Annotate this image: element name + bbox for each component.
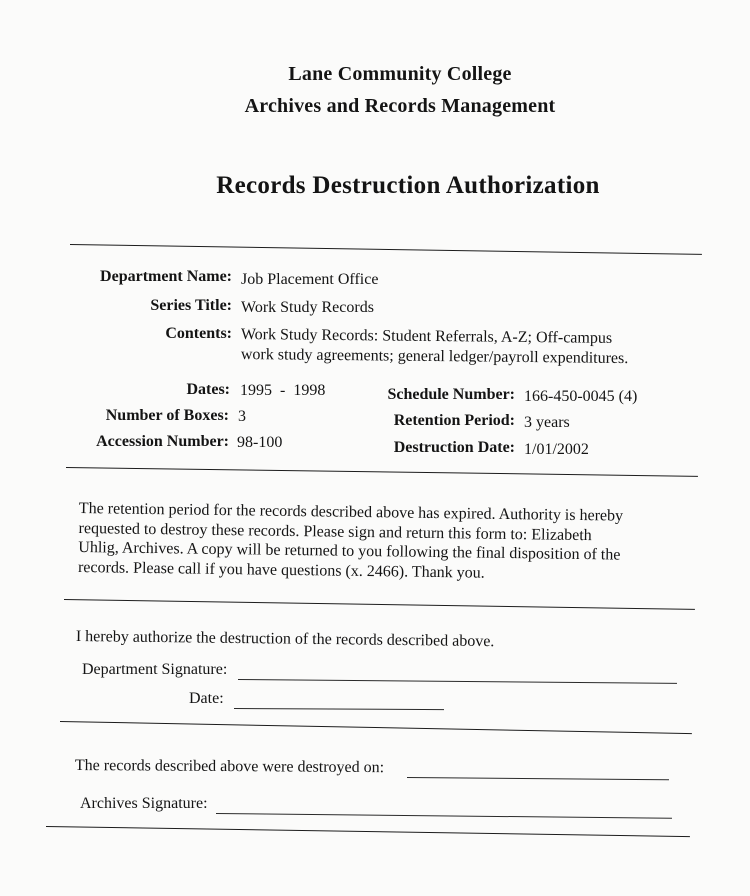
contents-value-line2: work study agreements; general ledger/payroll expenditures. [240, 346, 629, 368]
destruction-date-label: Destruction Date: [393, 439, 515, 456]
notice-line-1: The retention period for the records described above has expired. Authority is hereby [78, 499, 624, 525]
dates-label: Dates: [186, 381, 230, 398]
dates-value: 1995 - 1998 [240, 382, 326, 399]
accession-number-label: Accession Number: [96, 433, 229, 450]
org-name: Lane Community College [288, 63, 512, 85]
destroyed-on-line[interactable] [407, 777, 669, 780]
retention-period-value: 3 years [524, 414, 570, 431]
number-of-boxes-value: 3 [238, 408, 246, 425]
series-title-label: Series Title: [150, 297, 232, 314]
destroyed-on-label: The records described above were destroyed on: [74, 757, 385, 777]
notice-line-3: Uhlig, Archives. A copy will be returned to you following the final disposition of the [78, 538, 621, 564]
department-name-label: Department Name: [100, 268, 232, 285]
divider-authorization [60, 721, 692, 734]
org-department: Archives and Records Management [244, 95, 556, 117]
divider-header [70, 244, 702, 255]
department-signature-label: Department Signature: [82, 661, 228, 678]
retention-period-label: Retention Period: [393, 412, 515, 429]
archives-signature-line[interactable] [216, 813, 672, 819]
schedule-number-label: Schedule Number: [387, 386, 515, 403]
series-title-value: Work Study Records [241, 299, 374, 316]
notice-paragraph [78, 499, 623, 585]
notice-line-4: records. Please call if you have questions (x. 2466). Thank you. [77, 558, 485, 582]
number-of-boxes-label: Number of Boxes: [105, 407, 229, 424]
divider-notice [64, 599, 695, 610]
form-title: Records Destruction Authorization [216, 172, 600, 199]
date-label: Date: [189, 690, 224, 707]
department-signature-line[interactable] [238, 679, 677, 684]
accession-number-value: 98-100 [237, 434, 283, 451]
contents-value-line1: Work Study Records: Student Referrals, A-Z; Off-campus [240, 326, 613, 347]
divider-fields [66, 467, 698, 477]
archives-signature-label: Archives Signature: [80, 795, 208, 812]
destruction-date-value: 1/01/2002 [524, 441, 589, 458]
department-name-value: Job Placement Office [241, 271, 379, 288]
date-line[interactable] [234, 708, 444, 710]
schedule-number-value: 166-450-0045 (4) [524, 388, 638, 405]
divider-footer [46, 826, 690, 837]
notice-line-2: requested to destroy these records. Please sign and return this form to: Elizabeth [78, 519, 592, 544]
contents-label: Contents: [165, 325, 232, 342]
authorization-statement: I hereby authorize the destruction of the records described above. [75, 628, 495, 651]
